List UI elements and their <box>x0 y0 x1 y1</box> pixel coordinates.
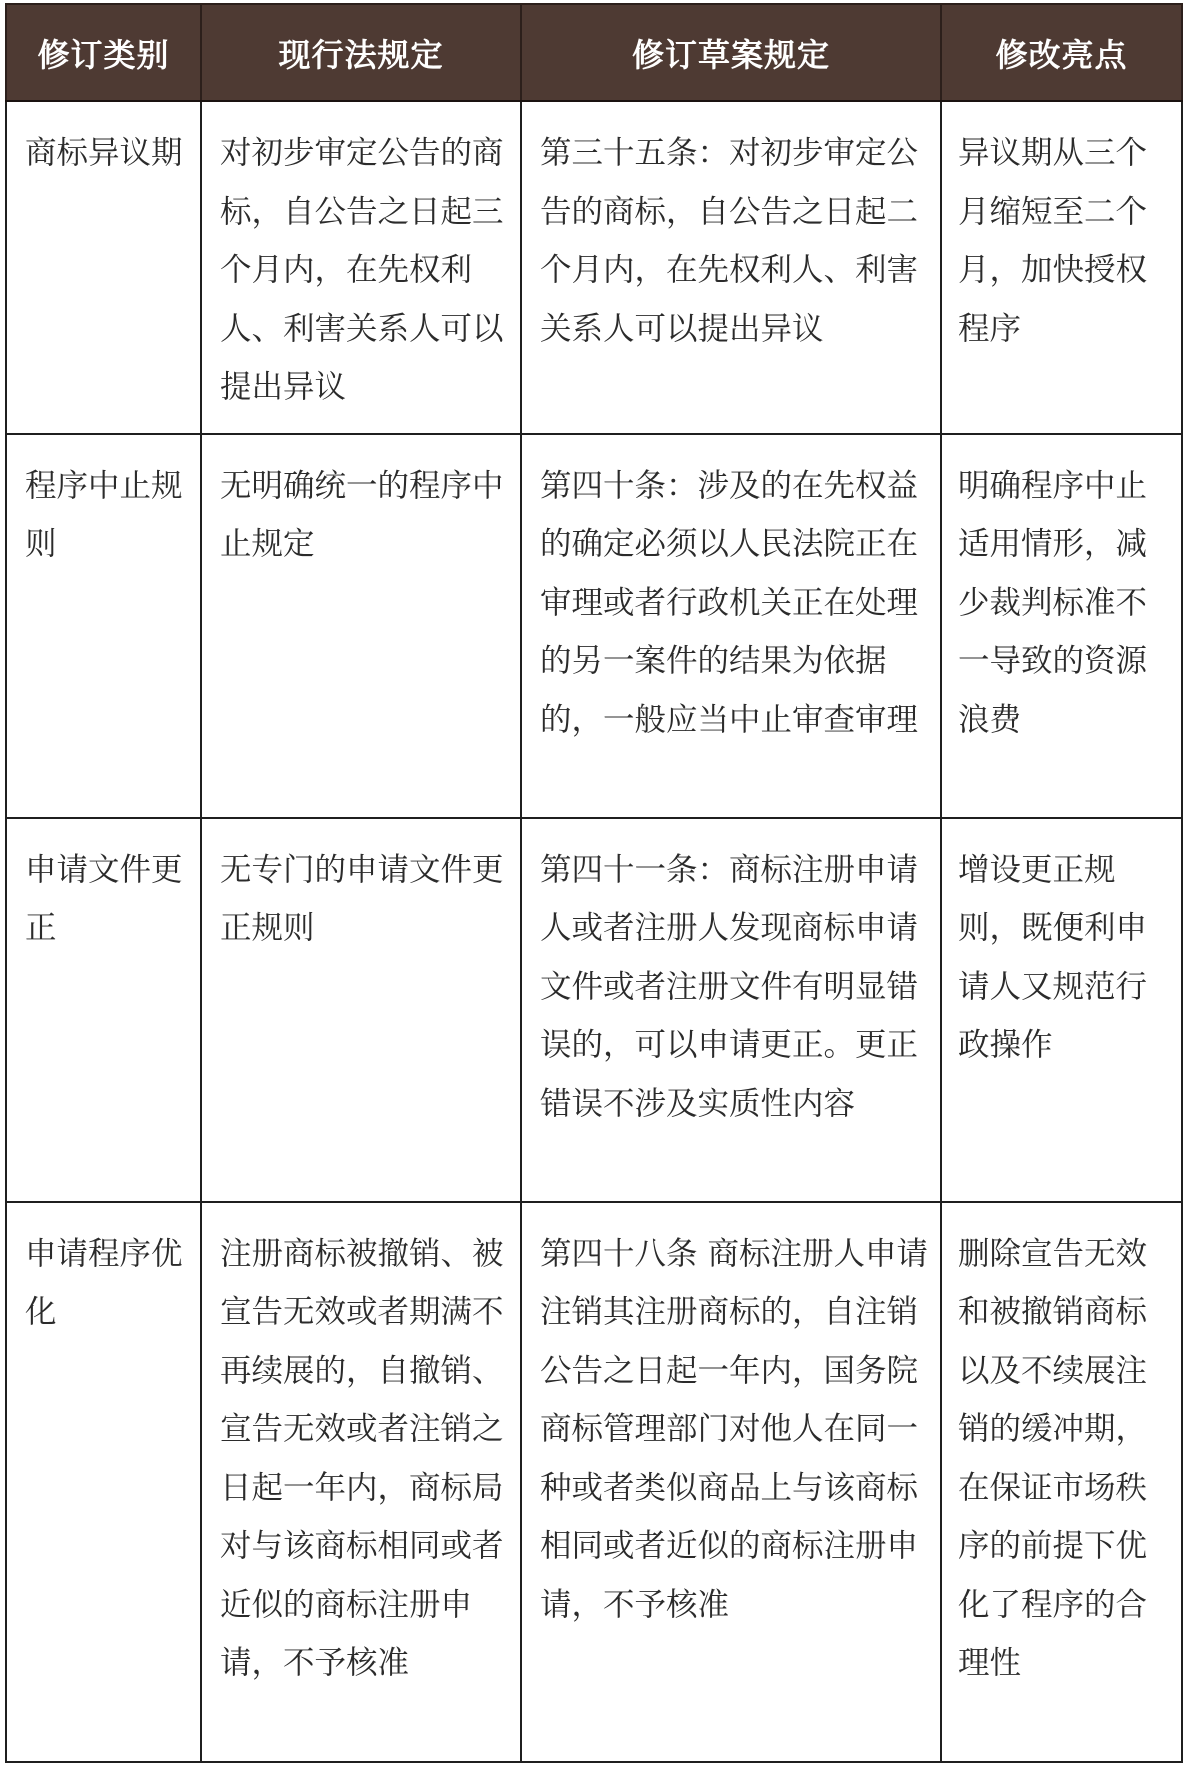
table-row <box>6 1202 1182 1762</box>
cell-draft: 第四十八条 商标注册人申请注销其注册商标的，自注销公告之日起一年内，国务院商标管理部门对他人在同一种或者类似商品上与该商标相同或者近似的商标注册申请，不予核准 <box>521 1202 941 1762</box>
table-row <box>6 101 1182 434</box>
cell-category: 商标异议期 <box>6 101 201 434</box>
cell-current-law: 对初步审定公告的商标，自公告之日起三个月内，在先权利人、利害关系人可以提出异议 <box>201 101 521 434</box>
table-row <box>6 434 1182 818</box>
cell-highlight: 明确程序中止适用情形，减少裁判标准不一导致的资源浪费 <box>941 434 1182 818</box>
cell-category: 申请文件更正 <box>6 818 201 1202</box>
cell-current-law: 无明确统一的程序中止规定 <box>201 434 521 818</box>
cell-current-law: 无专门的申请文件更正规则 <box>201 818 521 1202</box>
cell-draft: 第四十条：涉及的在先权益的确定必须以人民法院正在审理或者行政机关正在处理的另一案件的结果为依据的，一般应当中止审查审理 <box>521 434 941 818</box>
cell-category: 申请程序优化 <box>6 1202 201 1762</box>
cell-highlight: 增设更正规则，既便利申请人又规范行政操作 <box>941 818 1182 1202</box>
header-highlight: 修改亮点 <box>941 4 1182 101</box>
header-draft: 修订草案规定 <box>521 4 941 101</box>
table-header <box>6 4 1182 101</box>
header-current-law: 现行法规定 <box>201 4 521 101</box>
cell-draft: 第三十五条：对初步审定公告的商标，自公告之日起二个月内，在先权利人、利害关系人可以提出异议 <box>521 101 941 434</box>
cell-current-law: 注册商标被撤销、被宣告无效或者期满不再续展的，自撤销、宣告无效或者注销之日起一年内，商标局对与该商标相同或者近似的商标注册申请，不予核准 <box>201 1202 521 1762</box>
cell-draft: 第四十一条：商标注册申请人或者注册人发现商标申请文件或者注册文件有明显错误的，可以申请更正。更正错误不涉及实质性内容 <box>521 818 941 1202</box>
revision-comparison-table <box>5 3 1183 1763</box>
header-category: 修订类别 <box>6 4 201 101</box>
table-body <box>6 101 1182 1762</box>
cell-highlight: 删除宣告无效和被撤销商标以及不续展注销的缓冲期，在保证市场秩序的前提下优化了程序的合理性 <box>941 1202 1182 1762</box>
cell-highlight: 异议期从三个月缩短至二个月，加快授权程序 <box>941 101 1182 434</box>
cell-category: 程序中止规则 <box>6 434 201 818</box>
header-row <box>6 4 1182 101</box>
table-row <box>6 818 1182 1202</box>
